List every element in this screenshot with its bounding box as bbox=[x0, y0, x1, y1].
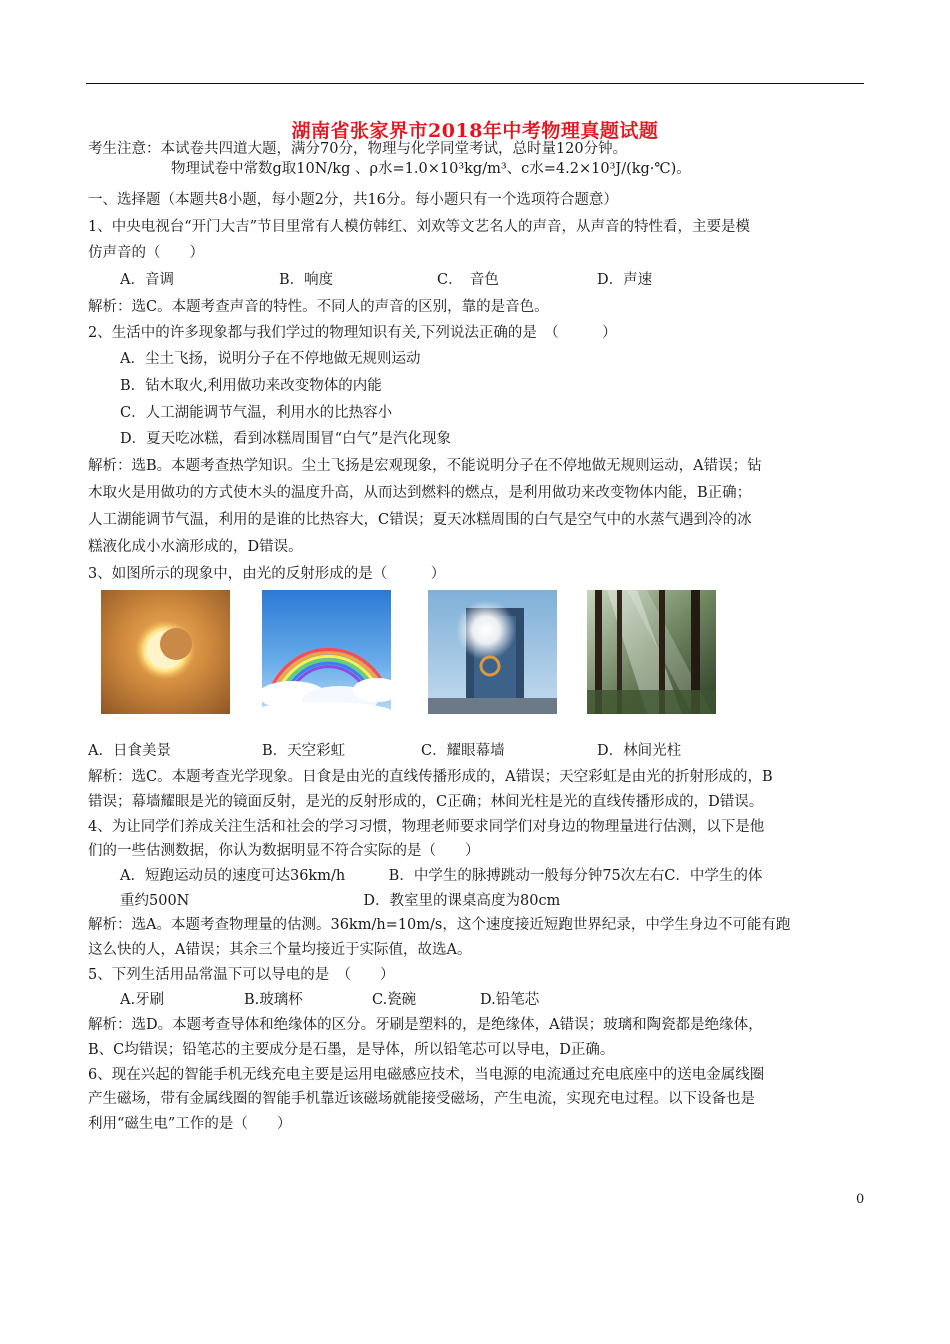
q4-stem-1: 4、为让同学们养成关注生活和社会的学习习惯，物理老师要求同学们对身边的物理量进行估测，以下是他 bbox=[88, 819, 765, 835]
q2-option-d: D．夏天吃冰糕，看到冰糕周围冒“白气”是汽化现象 bbox=[120, 431, 451, 447]
q1-option-d: D．声速 bbox=[597, 272, 653, 288]
q2-option-a: A．尘土飞扬，说明分子在不停地做无规则运动 bbox=[120, 351, 421, 367]
q2-analysis-1: 解析：选B。本题考查热学知识。尘土飞扬是宏观现象，不能说明分子在不停地做无规则运动，A错误；钻 bbox=[88, 458, 762, 474]
q5-analysis-1: 解析：选D。本题考查导体和绝缘体的区分。牙刷是塑料的，是绝缘体，A错误；玻璃和陶瓷都是绝缘体， bbox=[88, 1017, 763, 1033]
q1-stem-1: 1、中央电视台“开门大吉”节目里常有人模仿韩红、刘欢等文艺名人的声音，从声音的特性看，主要是模 bbox=[88, 219, 751, 235]
q1-option-b: B．响度 bbox=[279, 272, 334, 288]
q5-option-d: D.铅笔芯 bbox=[480, 992, 540, 1008]
q4-analysis-2: 这么快的人，A错误；其余三个量均接近于实际值，故选A。 bbox=[88, 942, 472, 958]
q1-option-c: C． 音色 bbox=[437, 272, 499, 288]
q2-option-c: C．人工湖能调节气温，利用水的比热容小 bbox=[120, 405, 393, 421]
q4-options-line-2: 重约500N D．教室里的课桌高度为80cm bbox=[120, 893, 561, 909]
q3-analysis-2: 错误；幕墙耀眼是光的镜面反射，是光的反射形成的，C正确；林间光柱是光的直线传播形成的，D错误。 bbox=[88, 794, 764, 810]
eclipse-photo bbox=[101, 590, 230, 714]
q4-analysis-1: 解析：选A。本题考查物理量的估测。36km/h=10m/s，这个速度接近短跑世界纪录，中学生身边不可能有跑 bbox=[88, 917, 791, 933]
q4-options-line-1: A．短跑运动员的速度可达36km/h B．中学生的脉搏跳动一般每分钟75次左右C．中学生的体 bbox=[120, 868, 763, 884]
q3-analysis-1: 解析：选C。本题考查光学现象。日食是由光的直线传播形成的，A错误；天空彩虹是由光的折射形成的，B bbox=[88, 769, 773, 785]
q6-stem-2: 产生磁场，带有金属线圈的智能手机靠近该磁场就能接受磁场，产生电流，实现充电过程。以下设备也是 bbox=[88, 1091, 755, 1107]
q1-stem-2: 仿声音的（ ） bbox=[88, 245, 204, 261]
header-rule bbox=[86, 83, 864, 84]
page-title: 湖南省张家界市2018年中考物理真题试题 bbox=[291, 120, 659, 142]
q3-option-d: D．林间光柱 bbox=[597, 743, 682, 759]
q2-analysis-3: 人工湖能调节气温，利用的是谁的比热容大，C错误；夏天冰糕周围的白气是空气中的水蒸气遇到冷的冰 bbox=[88, 512, 752, 528]
glass-wall-photo bbox=[428, 590, 557, 714]
q5-option-b: B.玻璃杯 bbox=[244, 992, 303, 1008]
notice-line-2: 物理试卷中常数g取10N/kg 、ρ水=1.0×10³kg/m³、c水=4.2×10³J/(kg·℃)。 bbox=[171, 161, 691, 177]
q2-analysis-4: 糕液化成小水滴形成的，D错误。 bbox=[88, 539, 303, 555]
page-number: 0 bbox=[856, 1192, 865, 1207]
q2-stem: 2、生活中的许多现象都与我们学过的物理知识有关,下列说法正确的是 （ ） bbox=[88, 325, 617, 341]
q3-option-a: A．日食美景 bbox=[88, 743, 171, 759]
q5-stem: 5、下列生活用品常温下可以导电的是 （ ） bbox=[88, 967, 395, 983]
q6-stem-3: 利用“磁生电”工作的是（ ） bbox=[88, 1116, 292, 1132]
notice-line-1: 考生注意：本试卷共四道大题，满分70分，物理与化学同堂考试，总时量120分钟。 bbox=[88, 141, 628, 157]
q5-option-c: C.瓷碗 bbox=[372, 992, 417, 1008]
q5-analysis-2: B、C均错误；铅笔芯的主要成分是石墨，是导体，所以铅笔芯可以导电，D正确。 bbox=[88, 1042, 615, 1058]
q6-stem-1: 6、现在兴起的智能手机无线充电主要是运用电磁感应技术，当电源的电流通过充电底座中的送电金属线圈 bbox=[88, 1067, 765, 1083]
q4-stem-2: 们的一些估测数据，你认为数据明显不符合实际的是（ ） bbox=[88, 843, 480, 859]
q3-stem: 3、如图所示的现象中，由光的反射形成的是（ ） bbox=[88, 566, 446, 582]
q1-analysis: 解析：选C。本题考查声音的特性。不同人的声音的区别，靠的是音色。 bbox=[88, 299, 549, 315]
rainbow-photo bbox=[262, 590, 391, 714]
q1-option-a: A．音调 bbox=[120, 272, 174, 288]
q2-analysis-2: 木取火是用做功的方式使木头的温度升高，从而达到燃料的燃点，是利用做功来改变物体内能，B正确； bbox=[88, 485, 752, 501]
q5-option-a: A.牙刷 bbox=[120, 992, 165, 1008]
section-heading: 一、选择题（本题共8小题，每小题2分，共16分。每小题只有一个选项符合题意） bbox=[88, 192, 618, 208]
q2-option-b: B．钻木取火,利用做功来改变物体的内能 bbox=[120, 378, 382, 394]
q3-option-c: C．耀眼幕墙 bbox=[421, 743, 505, 759]
forest-light-photo bbox=[587, 590, 716, 714]
q3-option-b: B．天空彩虹 bbox=[262, 743, 346, 759]
